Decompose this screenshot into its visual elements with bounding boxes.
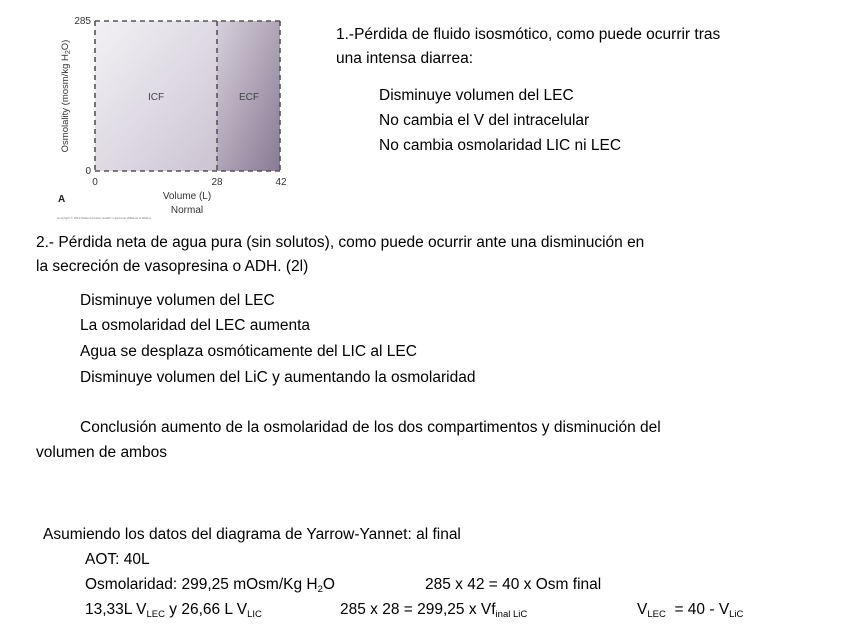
x-tick-42: 42 [275, 177, 287, 188]
y-max-tick: 285 [74, 16, 91, 27]
osm-tail: O [322, 576, 335, 593]
eq3-b: = 40 - V [665, 601, 730, 618]
x-axis-label: Volume (L) [162, 191, 212, 202]
calc-volumes [85, 600, 262, 620]
vol-a-sub: LEC [146, 609, 165, 620]
diagram-subtitle: Normal [170, 205, 204, 216]
calc-osmolarity [85, 575, 335, 595]
ecf-label: ECF [239, 92, 259, 103]
vol-a: 13,33L V [85, 601, 147, 618]
eq3-sub2: LiC [729, 609, 744, 620]
calc-aot: AOT: 40L [85, 551, 150, 568]
vol-b-sub: LIC [247, 609, 262, 620]
case2-heading-line2: la secreción de vasopresina o ADH. (2l) [36, 258, 309, 275]
calc-eq2 [340, 600, 527, 620]
case2-point-1: Disminuye volumen del LEC [80, 292, 275, 309]
copyright-notice: Copyright © 2013 Wolters Kluwer Health | Lippincott Williams & Wilkins [57, 216, 152, 220]
x-tick-0: 0 [92, 177, 98, 188]
calc-osm-equation: 285 x 42 = 40 x Osm final [425, 576, 602, 593]
osm-sub: 2 [317, 584, 323, 595]
case1-point-1: Disminuye volumen del LEC [379, 87, 574, 104]
y-axis-label: Osmolality (mosm/kg $H_2O$) [60, 39, 72, 153]
eq2-sub: inal LiC [495, 609, 528, 620]
x-tick-28: 28 [211, 177, 223, 188]
conclusion-line2: volumen de ambos [36, 444, 167, 461]
vol-mid: y 26,66 L V [164, 601, 248, 618]
case1-heading-line2: una intensa diarrea: [336, 50, 474, 67]
icf-label: ICF [147, 92, 165, 103]
case1-point-2: No cambia el V del intracelular [379, 112, 590, 129]
case1-heading-line1: 1.-Pérdida de fluido isosmótico, como puede ocurrir tras [336, 26, 721, 43]
y-min-tick: 0 [85, 166, 91, 177]
case2-point-3: Agua se desplaza osmóticamente del LIC al LEC [80, 343, 417, 360]
case1-point-3: No cambia osmolaridad LIC ni LEC [379, 137, 622, 154]
eq2-a: 285 x 28 = 299,25 x Vf [340, 601, 496, 618]
panel-letter: A [58, 194, 66, 205]
osm-label: Osmolaridad: 299,25 mOsm/Kg H [85, 576, 318, 593]
case2-point-4: Disminuye volumen del LiC y aumentando la osmolaridad [80, 369, 476, 386]
conclusion-line1: Conclusión aumento de la osmolaridad de los dos compartimentos y disminución del [80, 419, 661, 436]
eq3-a: V [637, 601, 648, 618]
case2-point-2: La osmolaridad del LEC aumenta [80, 317, 311, 334]
calc-intro: Asumiendo los datos del diagrama de Yarrow-Yannet: al final [43, 526, 461, 543]
eq3-sub: LEC [647, 609, 666, 620]
calc-eq3 [637, 600, 743, 620]
yarrow-yannet-diagram [0, 0, 310, 230]
case2-heading-line1: 2.- Pérdida neta de agua pura (sin solutos), como puede ocurrir ante una disminución en [36, 234, 645, 251]
